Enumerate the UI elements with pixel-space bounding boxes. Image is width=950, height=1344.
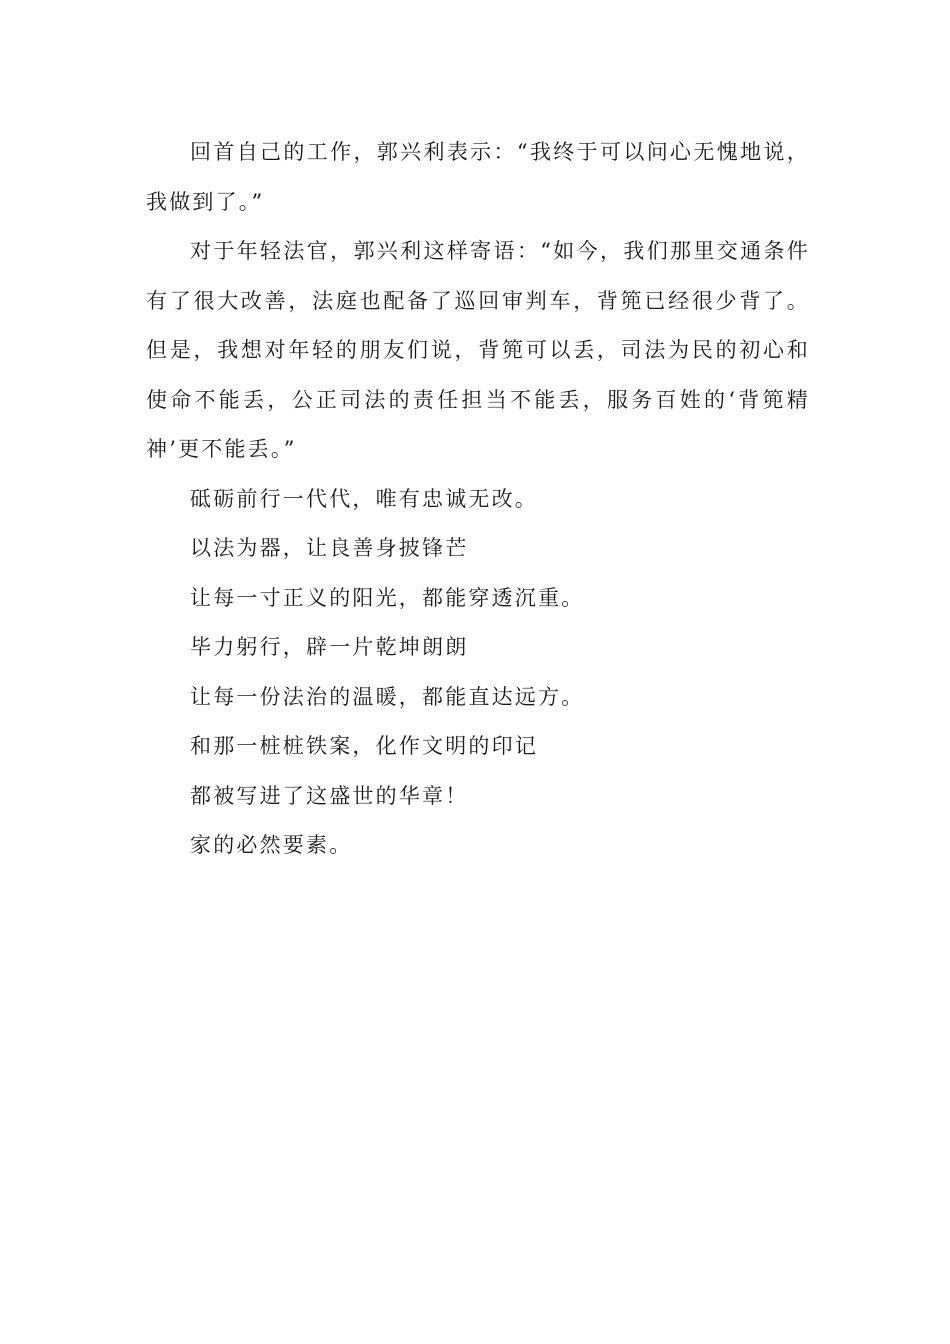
poem-line-2: 以法为器，让良善身披锋芒 — [190, 536, 469, 560]
paragraph-reflection: 回首自己的工作，郭兴利表示：“我终于可以问心无愧地说，我做到了。” — [146, 140, 810, 214]
closing-fragment: 家的必然要素。 — [190, 833, 353, 857]
poem-line-1: 砥砺前行一代代，唯有忠诚无改。 — [190, 486, 538, 511]
document-body — [146, 128, 810, 871]
poem-line-6: 和那一桩桩铁案，化作文明的印记 — [190, 734, 538, 758]
poem-line-7: 都被写进了这盛世的华章！ — [190, 783, 469, 808]
poem-line-3: 让每一寸正义的阳光，都能穿透沉重。 — [190, 585, 585, 610]
paragraph-message-to-young-judges: 对于年轻法官，郭兴利这样寄语：“如今，我们那里交通条件有了很大改善，法庭也配备了巡回审判车，背篼已经很少背了。但是，我想对年轻的朋友们说，背篼可以丢，司法为民的初心和使命不能丢，公正司法的责任担当不能丢，服务百姓的‘背篼精神’更不能丢。” — [146, 239, 810, 461]
poem-line-4: 毕力躬行，辟一片乾坤朗朗 — [190, 635, 469, 659]
poem-line-5: 让每一份法治的温暖，都能直达远方。 — [190, 684, 585, 709]
